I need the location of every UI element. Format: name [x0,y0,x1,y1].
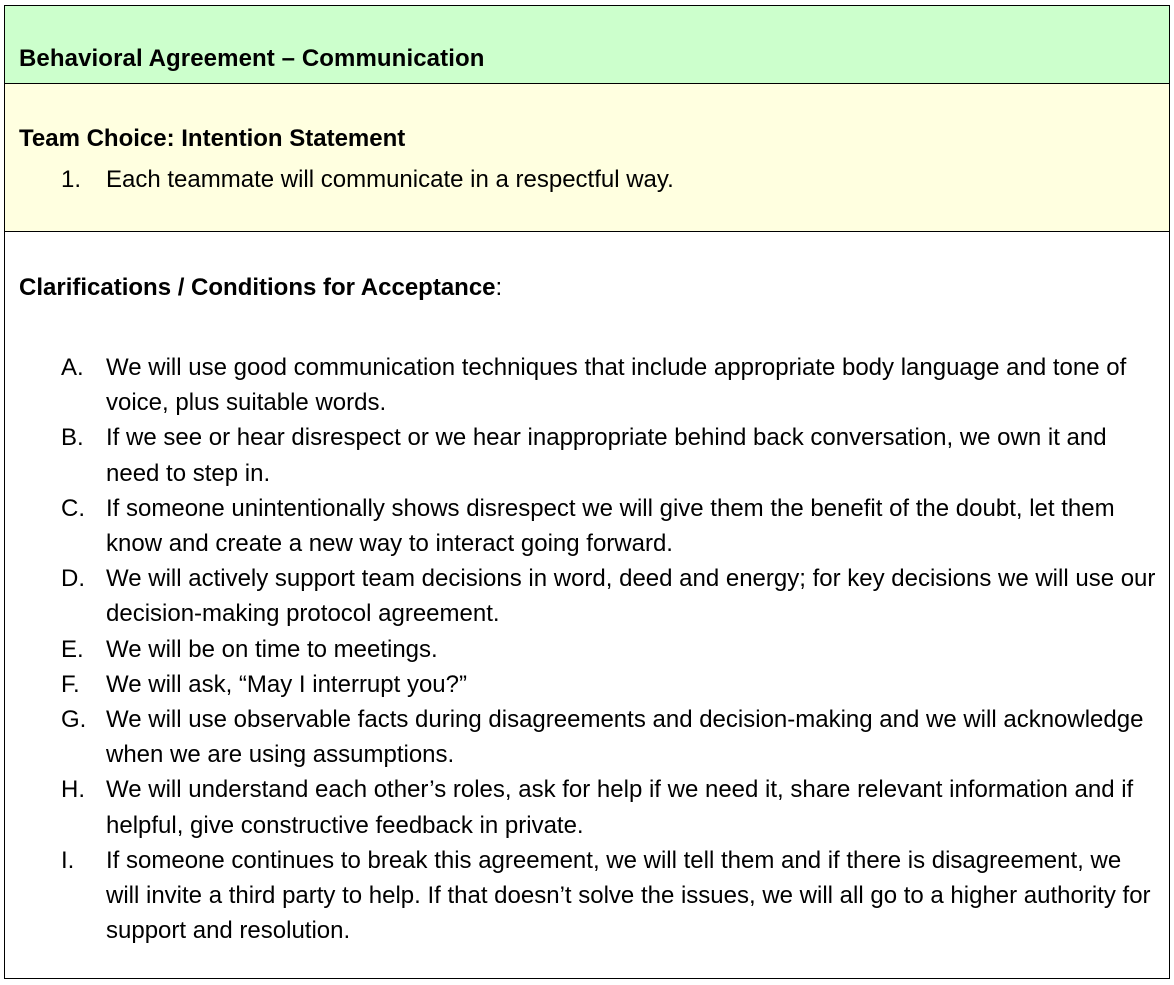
clarifications-heading-text: Clarifications / Conditions for Acceptance [19,274,496,301]
list-marker: G. [61,706,87,734]
scrollbar-edge [1169,5,1170,39]
intention-text: Each teammate will communicate in a respectful way. [106,166,674,193]
agreement-table [4,5,1170,979]
list-item [61,350,1161,420]
list-item-text: We will use observable facts during disagreements and decision-making and we will acknowledge when we are using assumptions. [106,706,1144,769]
list-item [61,420,1161,490]
list-marker: H. [61,776,85,804]
list-item [61,561,1161,631]
intention-heading: Team Choice: Intention Statement [19,125,406,152]
list-item-text: If someone unintentionally shows disrespect we will give them the benefit of the doubt, let them know and create a new way to interact going forward. [106,494,1115,558]
list-item [61,702,1161,772]
list-item-text: If we see or hear disrespect or we hear inappropriate behind back conversation, we own it and need to step in. [106,424,1107,487]
list-item-text: We will be on time to meetings. [106,635,438,663]
clarifications-heading [19,274,502,302]
list-item [61,772,1161,842]
list-item [61,491,1161,561]
list-marker: I. [61,846,75,874]
list-marker: 1. [61,166,82,193]
list-item [61,632,1161,667]
list-marker: C. [61,494,85,522]
list-marker: A. [61,354,84,381]
intention-row [5,84,1169,232]
clarifications-row [5,232,1169,978]
list-item [61,667,1161,702]
list-item-text: If someone continues to break this agreement, we will tell them and if there is disagreement, we will invite a third party to help. If that doesn’t solve the issues, we will all go to a higher authority for support and resolution. [106,846,1151,945]
list-marker: B. [61,424,84,452]
document-title: Behavioral Agreement – Communication [19,45,485,72]
list-item-text: We will ask, “May I interrupt you?” [106,670,467,698]
list-item-text: We will use good communication techniques that include appropriate body language and tone of voice, plus suitable words. [106,354,1127,417]
list-item-text: We will understand each other’s roles, ask for help if we need it, share relevant information and if helpful, give constructive feedback in private. [106,776,1134,839]
intention-item [61,166,674,194]
clarifications-list [61,350,1161,948]
clarifications-heading-colon: : [495,274,503,301]
list-item [61,843,1161,949]
title-row [5,6,1169,84]
list-marker: E. [61,635,84,663]
list-marker: D. [61,565,85,593]
list-item-text: We will actively support team decisions in word, deed and energy; for key decisions we will use our decision-making protocol agreement. [106,565,1156,628]
list-marker: F. [61,670,80,698]
